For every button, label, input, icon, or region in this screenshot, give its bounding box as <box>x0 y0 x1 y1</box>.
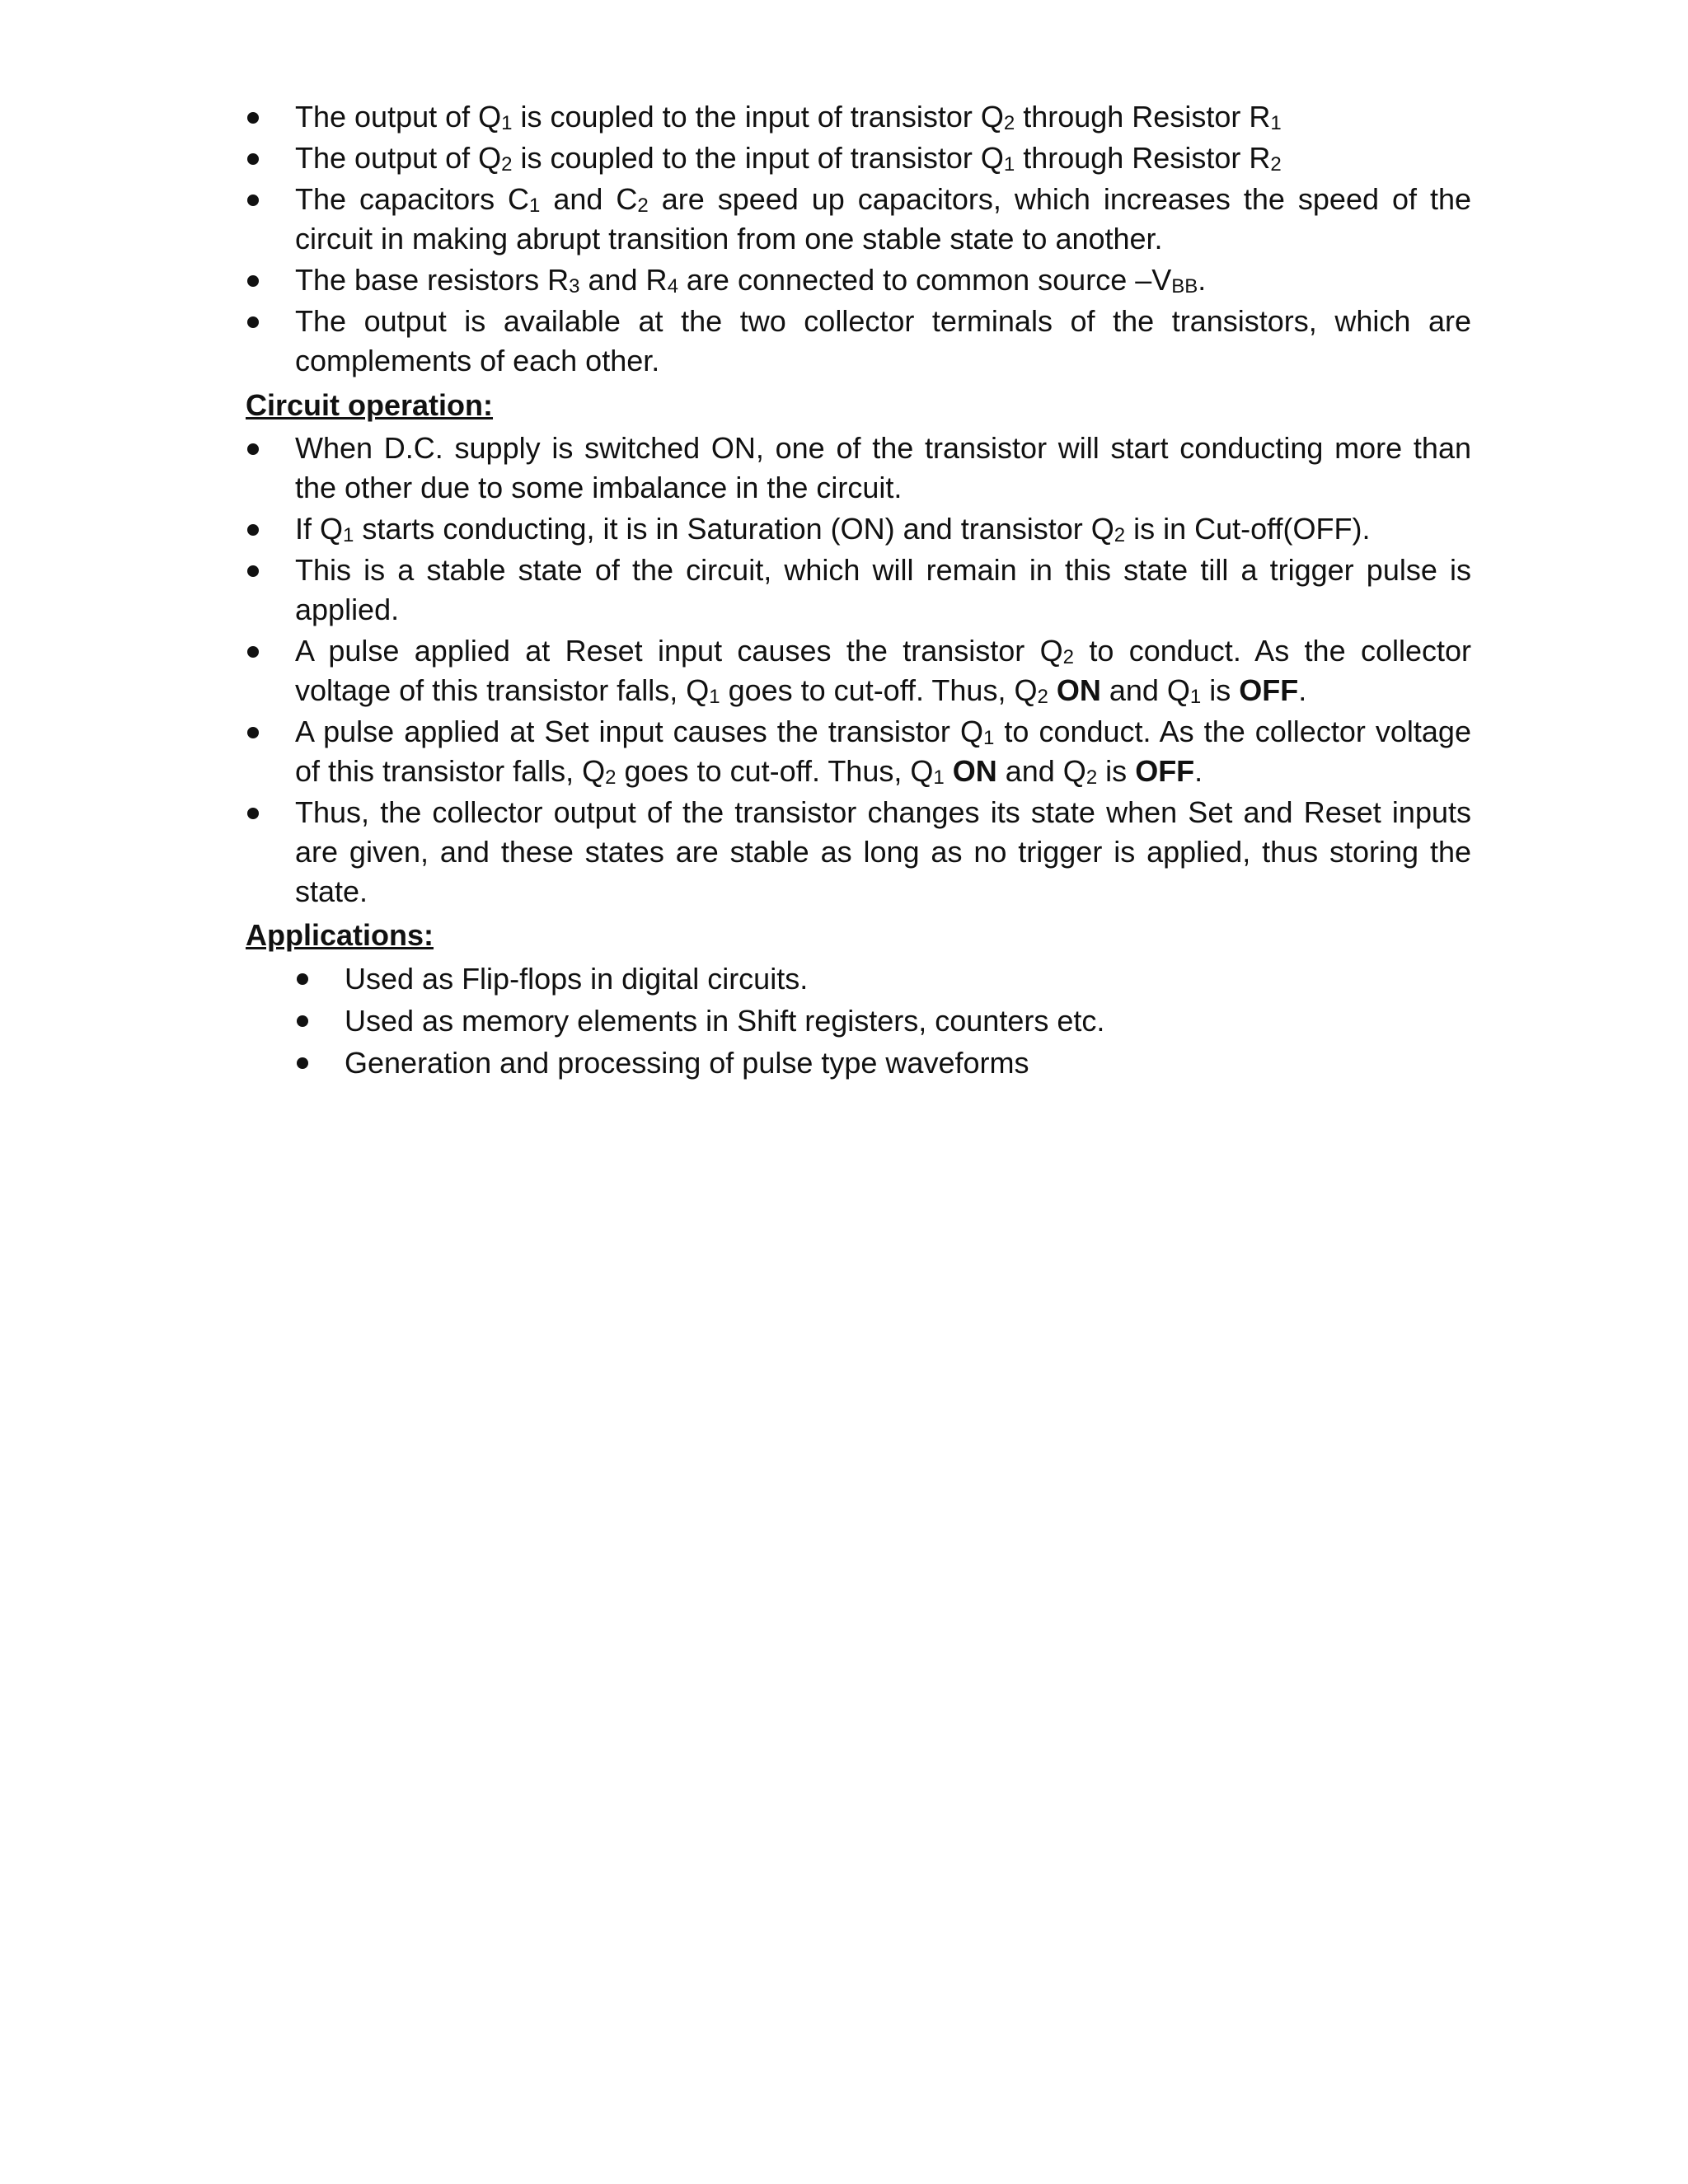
list-item <box>246 631 1471 710</box>
bullet-icon <box>247 808 259 819</box>
bullet-icon <box>297 1015 308 1027</box>
bullet-icon <box>247 727 259 738</box>
item-text: The output is available at the two collector terminals of the transistors, which are complements of each other. <box>295 304 1471 377</box>
item-text: When D.C. supply is switched ON, one of the transistor will start conducting more than the other due to some imbalance in the circuit. <box>295 431 1471 504</box>
list-item <box>295 1001 1284 1041</box>
circuit-operation-heading: Circuit operation: <box>246 388 494 422</box>
list-item <box>246 138 1471 178</box>
list-item <box>246 180 1471 259</box>
bullet-icon <box>247 646 259 658</box>
item-text: A pulse applied at Reset input causes the transistor $Q_2$ to conduct. As the collector voltage of this transistor falls, $Q_1$ goes to cut-off. Thus, $Q_2$ ON and $Q_1$ is OFF. <box>295 634 1471 708</box>
item-text: The capacitors $C_1$ and $C_2$ are speed up capacitors, which increases the speed of the circuit in making abrupt transition from one stable state to another. <box>295 182 1471 255</box>
list-item <box>295 1043 1284 1083</box>
intro-bullet-list <box>246 97 1471 382</box>
list-item <box>246 260 1471 300</box>
list-item <box>246 302 1471 381</box>
list-item <box>246 97 1471 137</box>
item-text: This is a stable state of the circuit, which will remain in this state till a trigger pulse is applied. <box>295 553 1471 626</box>
bullet-icon <box>247 153 259 165</box>
item-text: If $Q_1$ starts conducting, it is in Saturation (ON) and transistor $Q_2$ is in Cut-off(OFF). <box>295 512 1371 546</box>
bullet-icon <box>247 275 259 287</box>
applications-heading: Applications: <box>246 918 434 952</box>
item-text: Thus, the collector output of the transistor changes its state when Set and Reset inputs are given, and these states are stable as long as no trigger is applied, thus storing the state. <box>295 795 1471 908</box>
list-item <box>246 509 1471 549</box>
item-text: Used as Flip-flops in digital circuits. <box>345 962 809 996</box>
item-text: A pulse applied at Set input causes the transistor $Q_1$ to conduct. As the collector voltage of this transistor falls, $Q_2$ goes to cut-off. Thus, $Q_1$ ON and $Q_2$ is OFF. <box>295 715 1471 789</box>
bullet-icon <box>297 1057 308 1069</box>
item-text: The base resistors $R_3$ and $R_4$ are connected to common source $-V_{BB}$. <box>295 263 1207 298</box>
bullet-icon <box>247 524 259 536</box>
list-item <box>295 958 1284 999</box>
bullet-icon <box>297 973 308 985</box>
item-text: Generation and processing of pulse type waveforms <box>345 1046 1029 1080</box>
item-text: Used as memory elements in Shift registers, counters etc. <box>345 1004 1105 1038</box>
operation-bullet-list <box>246 429 1471 913</box>
bullet-icon <box>247 565 259 577</box>
item-text: The output of $Q_1$ is coupled to the input of transistor $Q_2$ through Resistor $R_1$ <box>295 100 1282 134</box>
list-item <box>246 793 1471 912</box>
bullet-icon <box>247 194 259 206</box>
item-text: The output of $Q_2$ is coupled to the input of transistor $Q_1$ through Resistor $R_2$ <box>295 141 1282 176</box>
bullet-icon <box>247 443 259 455</box>
list-item <box>246 551 1471 630</box>
bullet-icon <box>247 316 259 328</box>
bullet-icon <box>247 112 259 124</box>
list-item <box>246 429 1471 508</box>
applications-bullet-list <box>295 958 1284 1085</box>
list-item <box>246 712 1471 791</box>
